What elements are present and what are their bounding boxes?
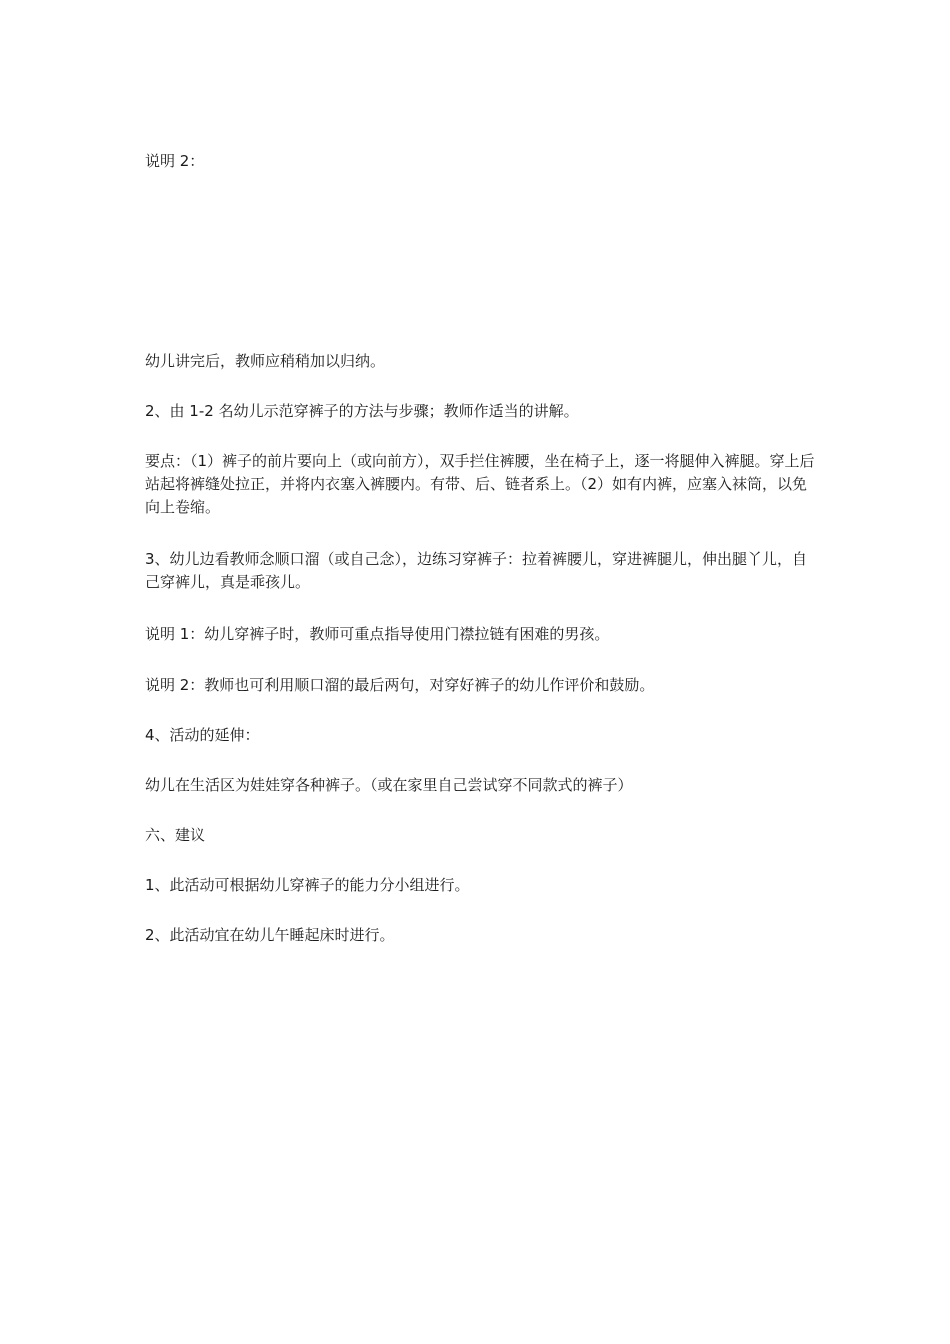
note-1-paragraph: 说明 1：幼儿穿裤子时，教师可重点指导使用门襟拉链有困难的男孩。: [145, 625, 610, 643]
suggestion-2-paragraph: 2、此活动宜在幼儿午睡起床时进行。: [145, 926, 395, 944]
summary-paragraph: 幼儿讲完后，教师应稍稍加以归纳。: [145, 352, 386, 370]
step-4-heading: 4、活动的延伸：: [145, 726, 260, 744]
suggestion-1-paragraph: 1、此活动可根据幼儿穿裤子的能力分小组进行。: [145, 876, 470, 894]
key-points-paragraph: 要点：（1）裤子的前片要向上（或向前方），双手拦住裤腰，坐在椅子上，逐一将腿伸入裤腿。穿上后站起将裤缝处拉正，并将内衣塞入裤腰内。有带、后、链者系上。（2）如有内裤，应塞入袜筒，以免向上卷缩。: [145, 452, 815, 516]
note-2-heading: 说明 2：: [145, 152, 205, 170]
step-3-paragraph: 3、幼儿边看教师念顺口溜（或自己念），边练习穿裤子：拉着裤腰儿，穿进裤腿儿，伸出腿丫儿，自己穿裤儿，真是乖孩儿。: [145, 550, 808, 591]
extension-paragraph: 幼儿在生活区为娃娃穿各种裤子。（或在家里自己尝试穿不同款式的裤子）: [145, 776, 633, 794]
section-6-heading: 六、建议: [145, 826, 206, 844]
step-2-paragraph: 2、由 1-2 名幼儿示范穿裤子的方法与步骤；教师作适当的讲解。: [145, 402, 579, 420]
note-2-paragraph: 说明 2：教师也可利用顺口溜的最后两句，对穿好裤子的幼儿作评价和鼓励。: [145, 676, 655, 694]
